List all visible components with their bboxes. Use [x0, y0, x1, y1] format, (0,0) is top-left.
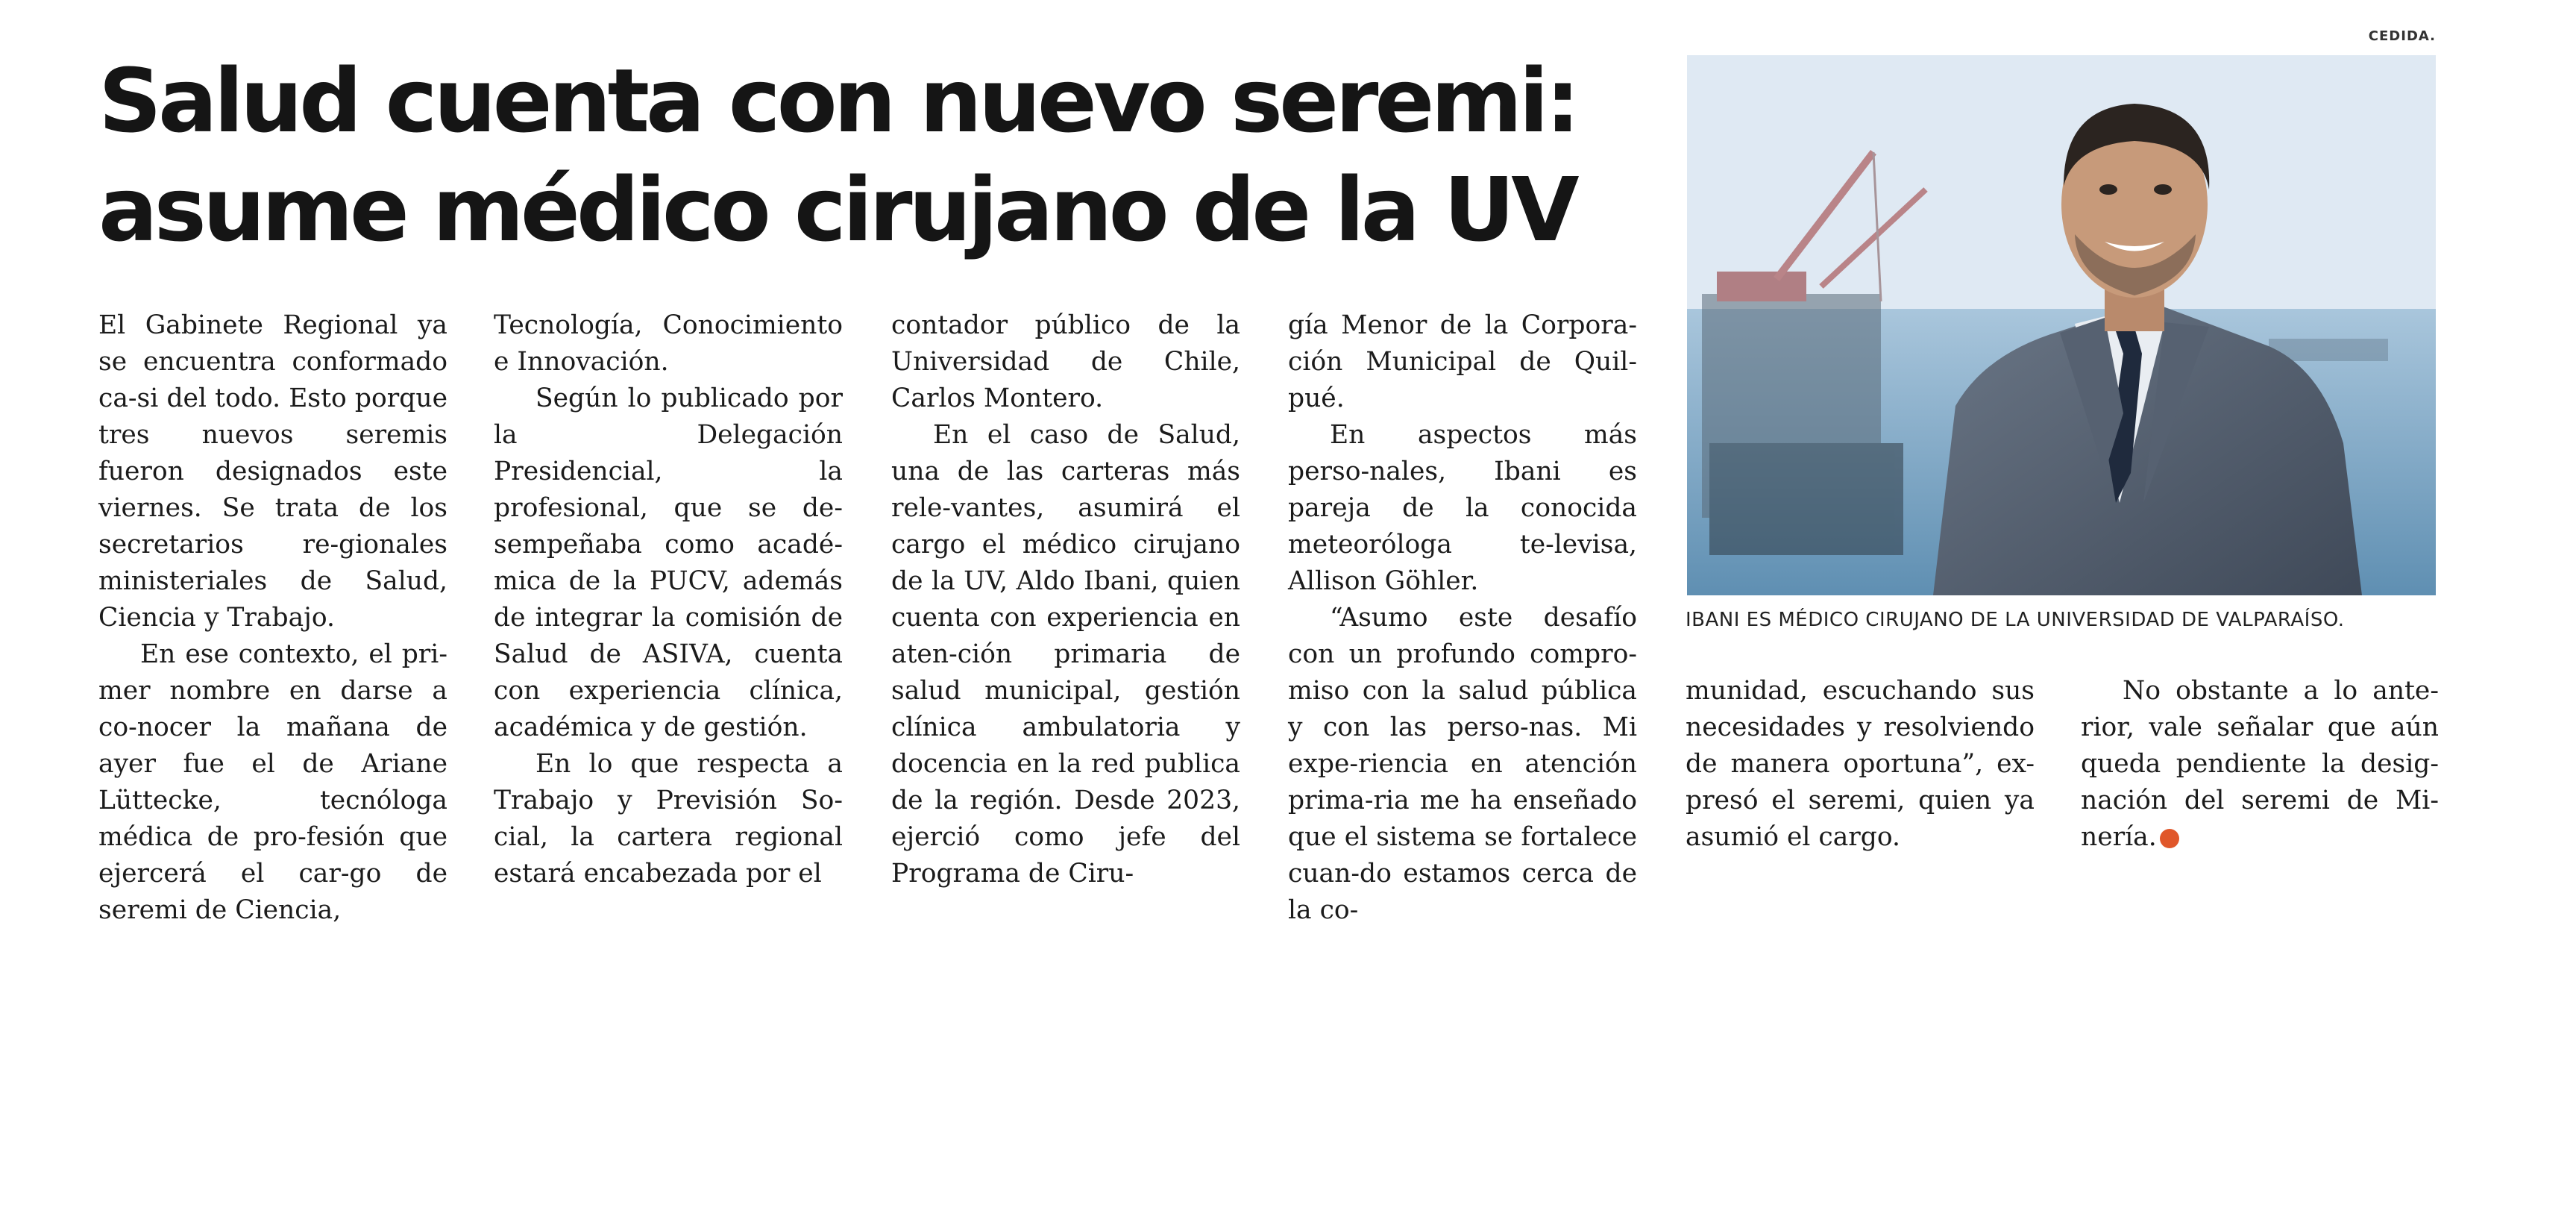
article-column-6	[2081, 673, 2439, 1225]
article-column-5	[1686, 673, 2035, 1225]
article-column-4	[1288, 307, 1637, 925]
circled-star-icon: ✪	[2160, 829, 2179, 848]
photo-caption: IBANI ES MÉDICO CIRUJANO DE LA UNIVERSIDAD DE VALPARAÍSO.	[1686, 609, 2345, 631]
headline: Salud cuenta con nuevo seremi: asume médico cirujano de la UV	[98, 49, 1577, 261]
paragraph	[2081, 673, 2439, 856]
paragraph: contador público de la Universidad de Chile, Carlos Montero.	[891, 310, 1240, 413]
paragraph: munidad, escuchando sus necesidades y resolviendo de manera oportuna”, ex-presó el seremi, quien ya asumió el cargo.	[1686, 676, 2035, 852]
paragraph: En ese contexto, el pri-mer nombre en darse a co-nocer la mañana de ayer fue el de Ariane Lüttecke, tecnóloga médica de pro-fesión que ejercerá el car-go de seremi de Ciencia,	[98, 639, 447, 925]
photo-credit: CEDIDA.	[2368, 28, 2436, 44]
paragraph: En aspectos más perso-nales, Ibani es pareja de la conocida meteoróloga te-levisa, Allison Göhler.	[1288, 420, 1637, 596]
paragraph: Según lo publicado por la Delegación Presidencial, la profesional, que se de-sempeñaba como acadé-mica de la PUCV, además de integrar la comisión de Salud de ASIVA, cuenta con experiencia clínica, académica y de gestión.	[494, 383, 843, 742]
article-column-2	[494, 307, 843, 889]
final-paragraph-text: No obstante a lo ante-rior, vale señalar que aún queda pendiente la desig-nación del seremi de Mi-nería.	[2081, 676, 2439, 852]
paragraph: En lo que respecta a Trabajo y Previsión So-cial, la cartera regional estará encabezada por el	[494, 749, 843, 889]
article-column-1	[98, 307, 447, 925]
portrait-photo	[1687, 55, 2436, 595]
paragraph: gía Menor de la Corpora-ción Municipal de Quil-pué.	[1288, 310, 1637, 413]
paragraph: Tecnología, Conocimiento e Innovación.	[494, 310, 843, 377]
article-column-3	[891, 307, 1240, 889]
paragraph: “Asumo este desafío con un profundo compro-miso con la salud pública y con las perso-nas. Mi expe-riencia en atención prima-ria me ha enseñado que el sistema se fortalece cuan-do estamos cerca de la co-	[1288, 603, 1637, 925]
paragraph: El Gabinete Regional ya se encuentra conformado ca-si del todo. Esto porque tres nuevos seremis fueron designados este viernes. Se trata de los secretarios re-gionales ministeriales de Salud, Ciencia y Trabajo.	[98, 310, 447, 633]
paragraph: En el caso de Salud, una de las carteras más rele-vantes, asumirá el cargo el médico cirujano de la UV, Aldo Ibani, quien cuenta con experiencia en aten-ción primaria de salud municipal, gestión clínica ambulatoria y docencia en la red publica de la región. Desde 2023, ejerció como jefe del Programa de Ciru-	[891, 420, 1240, 889]
article-photo	[1687, 55, 2436, 595]
